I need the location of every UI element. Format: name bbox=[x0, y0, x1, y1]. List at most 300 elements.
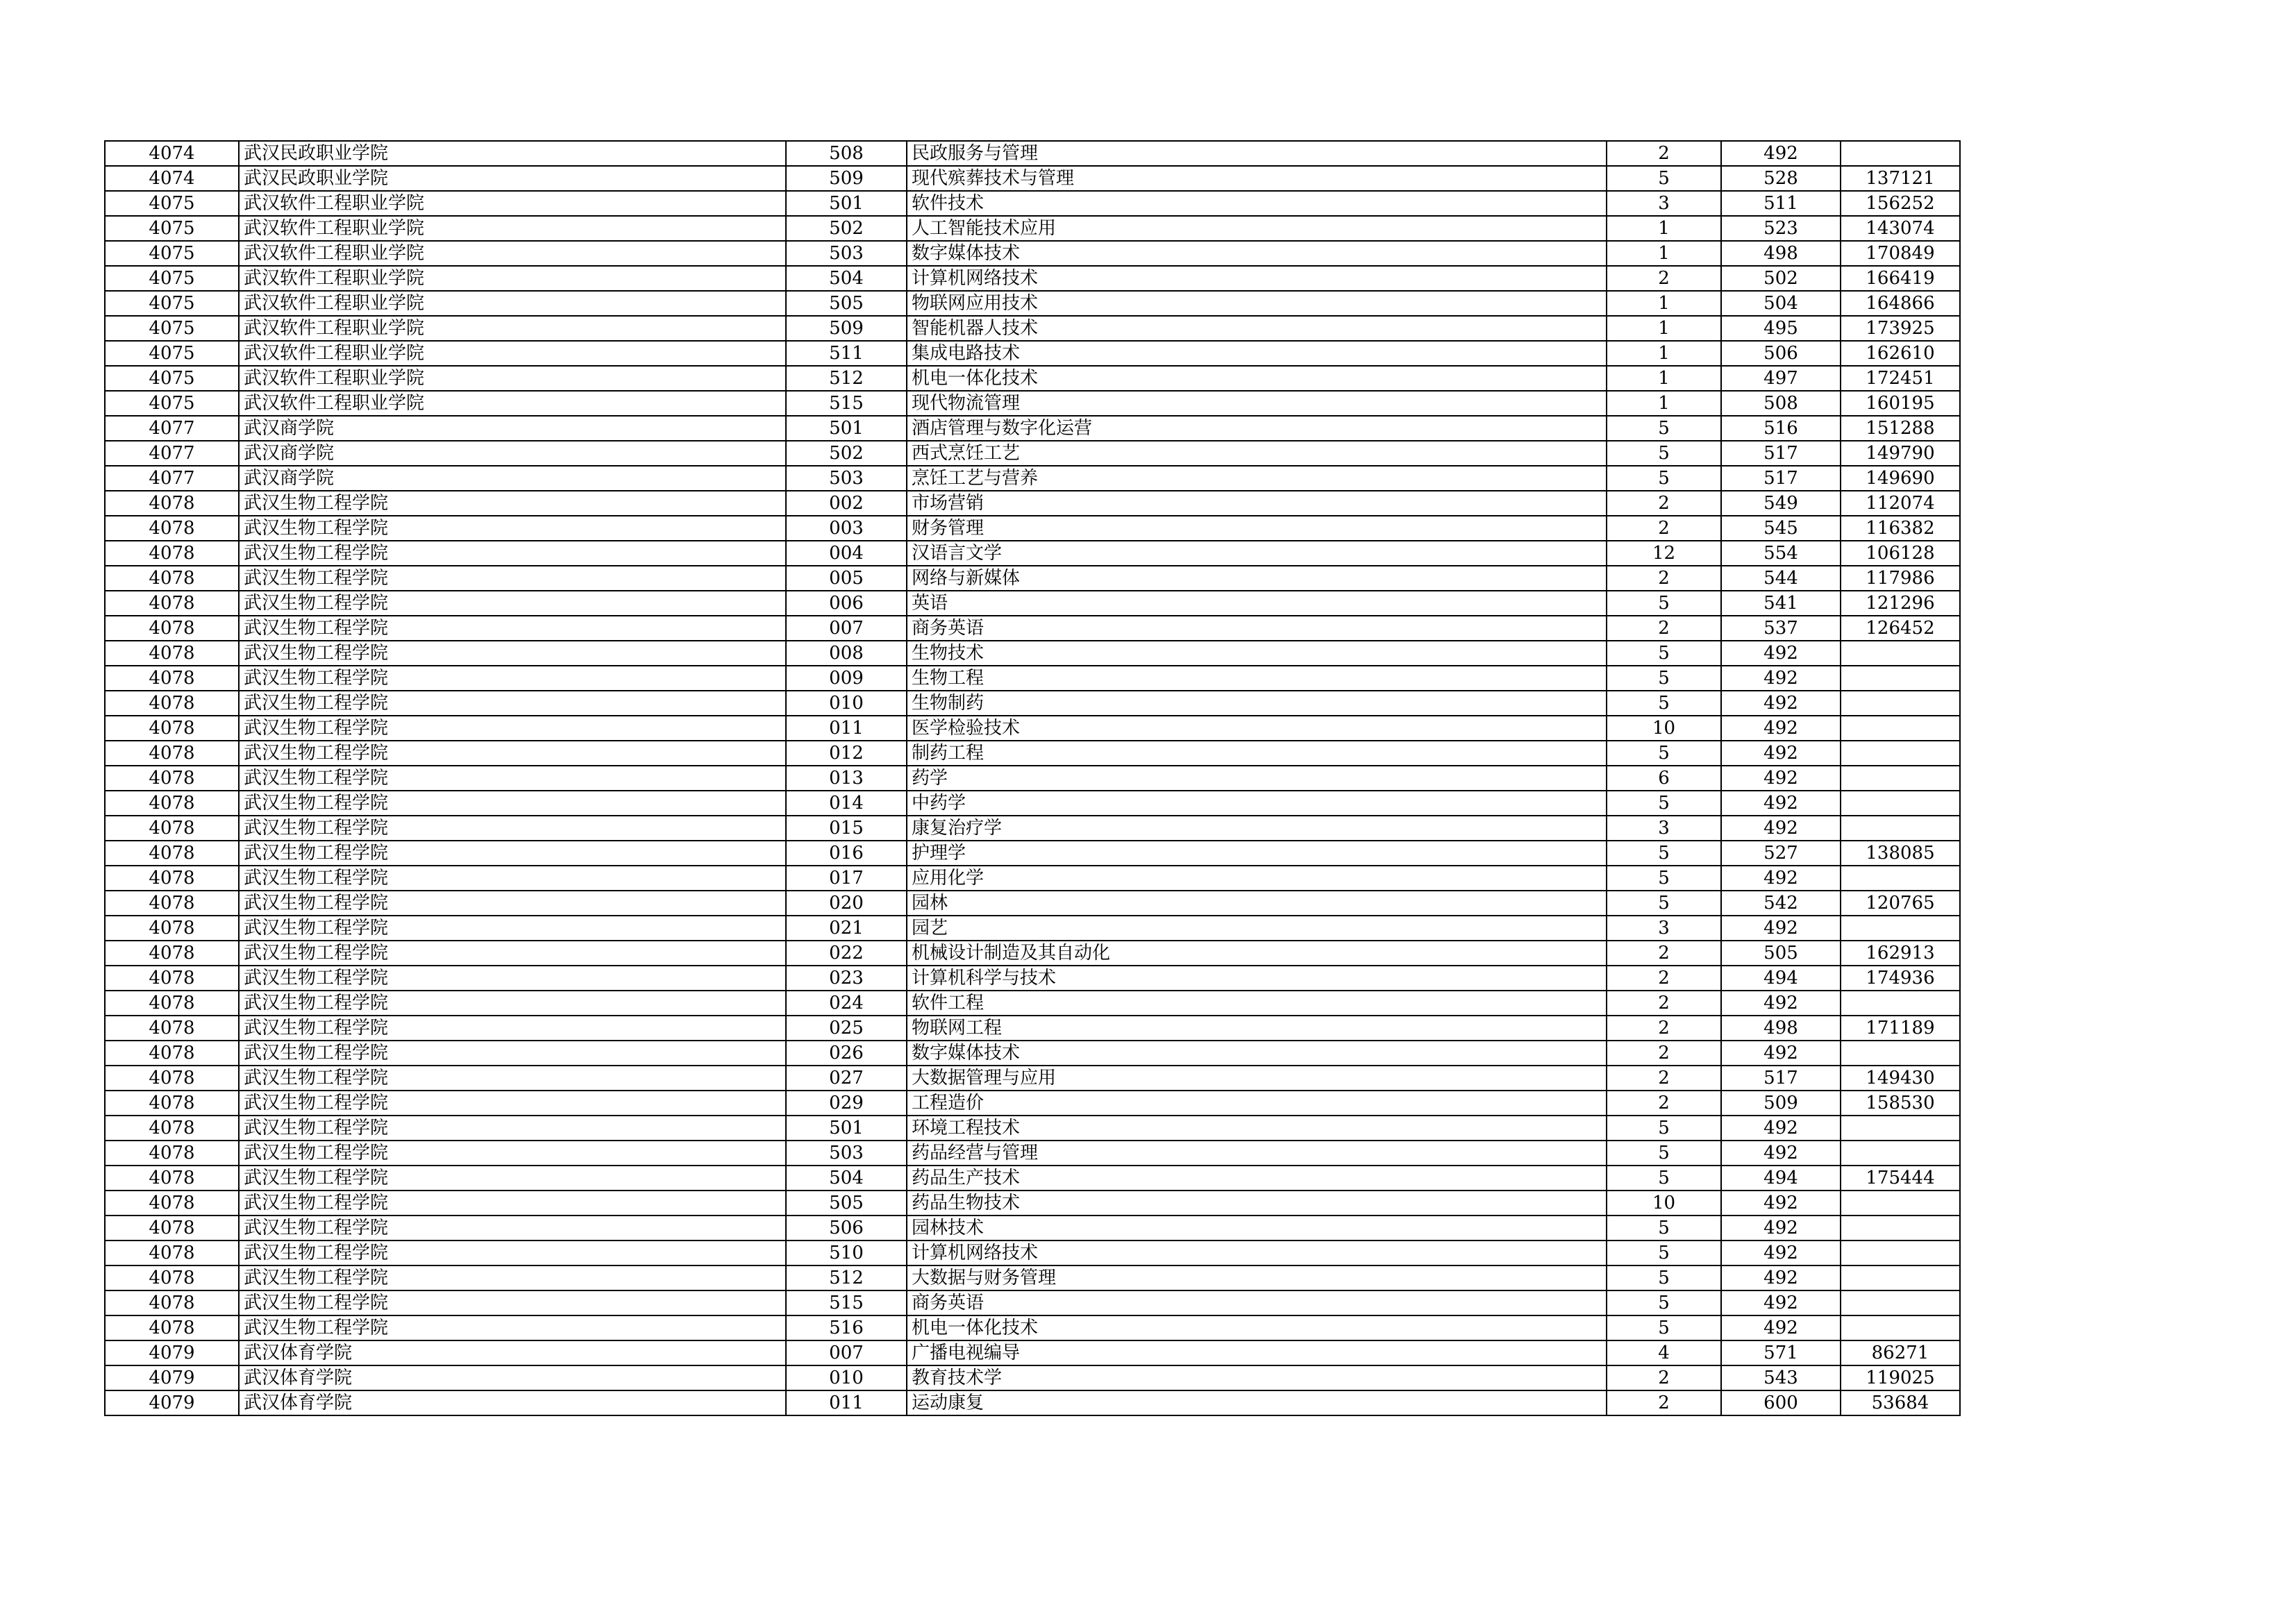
min-score-cell: 492 bbox=[1721, 641, 1841, 666]
table-row bbox=[105, 791, 1960, 816]
rank-cell bbox=[1841, 791, 1960, 816]
min-score-cell: 517 bbox=[1721, 466, 1841, 491]
major-code-cell: 512 bbox=[786, 1265, 907, 1290]
school-code-cell: 4078 bbox=[105, 991, 239, 1016]
major-code-cell: 516 bbox=[786, 1315, 907, 1340]
school-name-cell: 武汉商学院 bbox=[239, 416, 786, 441]
table-row bbox=[105, 1041, 1960, 1066]
rank-cell bbox=[1841, 991, 1960, 1016]
major-code-cell: 006 bbox=[786, 591, 907, 616]
min-score-cell: 600 bbox=[1721, 1390, 1841, 1415]
major-code-cell: 501 bbox=[786, 1116, 907, 1141]
plan-count-cell: 5 bbox=[1607, 1141, 1721, 1166]
rank-cell: 149790 bbox=[1841, 441, 1960, 466]
table-row bbox=[105, 716, 1960, 741]
rank-cell: 112074 bbox=[1841, 491, 1960, 516]
min-score-cell: 543 bbox=[1721, 1365, 1841, 1390]
school-code-cell: 4079 bbox=[105, 1340, 239, 1365]
school-code-cell: 4078 bbox=[105, 1016, 239, 1041]
table-row bbox=[105, 541, 1960, 566]
major-name-cell: 园林技术 bbox=[907, 1216, 1607, 1241]
rank-cell: 119025 bbox=[1841, 1365, 1960, 1390]
plan-count-cell: 3 bbox=[1607, 916, 1721, 941]
table-row bbox=[105, 1091, 1960, 1116]
major-code-cell: 003 bbox=[786, 516, 907, 541]
min-score-cell: 492 bbox=[1721, 1315, 1841, 1340]
major-code-cell: 014 bbox=[786, 791, 907, 816]
major-name-cell: 人工智能技术应用 bbox=[907, 216, 1607, 241]
school-code-cell: 4074 bbox=[105, 166, 239, 191]
plan-count-cell: 2 bbox=[1607, 991, 1721, 1016]
school-code-cell: 4077 bbox=[105, 466, 239, 491]
school-code-cell: 4078 bbox=[105, 1290, 239, 1315]
school-code-cell: 4078 bbox=[105, 966, 239, 991]
min-score-cell: 492 bbox=[1721, 791, 1841, 816]
school-code-cell: 4078 bbox=[105, 1116, 239, 1141]
min-score-cell: 537 bbox=[1721, 616, 1841, 641]
major-code-cell: 021 bbox=[786, 916, 907, 941]
table-row bbox=[105, 266, 1960, 291]
major-name-cell: 现代殡葬技术与管理 bbox=[907, 166, 1607, 191]
major-name-cell: 软件技术 bbox=[907, 191, 1607, 216]
table-row bbox=[105, 1241, 1960, 1265]
plan-count-cell: 5 bbox=[1607, 1241, 1721, 1265]
plan-count-cell: 5 bbox=[1607, 866, 1721, 891]
plan-count-cell: 2 bbox=[1607, 516, 1721, 541]
major-name-cell: 教育技术学 bbox=[907, 1365, 1607, 1390]
rank-cell: 158530 bbox=[1841, 1091, 1960, 1116]
plan-count-cell: 5 bbox=[1607, 1290, 1721, 1315]
school-code-cell: 4074 bbox=[105, 141, 239, 166]
table-row bbox=[105, 566, 1960, 591]
rank-cell bbox=[1841, 1116, 1960, 1141]
school-name-cell: 武汉生物工程学院 bbox=[239, 491, 786, 516]
rank-cell: 120765 bbox=[1841, 891, 1960, 916]
min-score-cell: 492 bbox=[1721, 1265, 1841, 1290]
major-code-cell: 505 bbox=[786, 291, 907, 316]
school-code-cell: 4075 bbox=[105, 216, 239, 241]
major-name-cell: 机电一体化技术 bbox=[907, 366, 1607, 391]
rank-cell: 121296 bbox=[1841, 591, 1960, 616]
min-score-cell: 502 bbox=[1721, 266, 1841, 291]
school-code-cell: 4078 bbox=[105, 1241, 239, 1265]
school-name-cell: 武汉生物工程学院 bbox=[239, 591, 786, 616]
major-code-cell: 502 bbox=[786, 441, 907, 466]
table-row bbox=[105, 1290, 1960, 1315]
table-row bbox=[105, 341, 1960, 366]
school-code-cell: 4078 bbox=[105, 1066, 239, 1091]
school-name-cell: 武汉生物工程学院 bbox=[239, 991, 786, 1016]
school-name-cell: 武汉生物工程学院 bbox=[239, 1141, 786, 1166]
major-name-cell: 计算机网络技术 bbox=[907, 266, 1607, 291]
major-name-cell: 机电一体化技术 bbox=[907, 1315, 1607, 1340]
major-code-cell: 029 bbox=[786, 1091, 907, 1116]
school-code-cell: 4079 bbox=[105, 1390, 239, 1415]
rank-cell: 173925 bbox=[1841, 316, 1960, 341]
major-code-cell: 017 bbox=[786, 866, 907, 891]
major-code-cell: 515 bbox=[786, 391, 907, 416]
major-name-cell: 应用化学 bbox=[907, 866, 1607, 891]
school-name-cell: 武汉体育学院 bbox=[239, 1365, 786, 1390]
rank-cell: 53684 bbox=[1841, 1390, 1960, 1415]
table-row bbox=[105, 691, 1960, 716]
major-name-cell: 药品生产技术 bbox=[907, 1166, 1607, 1191]
major-name-cell: 商务英语 bbox=[907, 1290, 1607, 1315]
table-body bbox=[105, 141, 1960, 1415]
min-score-cell: 497 bbox=[1721, 366, 1841, 391]
plan-count-cell: 5 bbox=[1607, 166, 1721, 191]
major-code-cell: 515 bbox=[786, 1290, 907, 1315]
school-code-cell: 4078 bbox=[105, 891, 239, 916]
plan-count-cell: 2 bbox=[1607, 941, 1721, 966]
min-score-cell: 492 bbox=[1721, 141, 1841, 166]
major-code-cell: 010 bbox=[786, 691, 907, 716]
major-name-cell: 制药工程 bbox=[907, 741, 1607, 766]
table-row bbox=[105, 616, 1960, 641]
table-row bbox=[105, 816, 1960, 841]
min-score-cell: 541 bbox=[1721, 591, 1841, 616]
rank-cell bbox=[1841, 691, 1960, 716]
school-code-cell: 4078 bbox=[105, 616, 239, 641]
major-name-cell: 运动康复 bbox=[907, 1390, 1607, 1415]
school-name-cell: 武汉生物工程学院 bbox=[239, 741, 786, 766]
school-name-cell: 武汉软件工程职业学院 bbox=[239, 241, 786, 266]
plan-count-cell: 5 bbox=[1607, 441, 1721, 466]
school-name-cell: 武汉软件工程职业学院 bbox=[239, 191, 786, 216]
major-code-cell: 002 bbox=[786, 491, 907, 516]
rank-cell bbox=[1841, 641, 1960, 666]
plan-count-cell: 10 bbox=[1607, 716, 1721, 741]
min-score-cell: 505 bbox=[1721, 941, 1841, 966]
school-code-cell: 4075 bbox=[105, 291, 239, 316]
rank-cell: 175444 bbox=[1841, 1166, 1960, 1191]
min-score-cell: 492 bbox=[1721, 1290, 1841, 1315]
major-name-cell: 大数据管理与应用 bbox=[907, 1066, 1607, 1091]
school-code-cell: 4078 bbox=[105, 1265, 239, 1290]
major-code-cell: 016 bbox=[786, 841, 907, 866]
table-row bbox=[105, 366, 1960, 391]
school-name-cell: 武汉生物工程学院 bbox=[239, 616, 786, 641]
school-name-cell: 武汉软件工程职业学院 bbox=[239, 291, 786, 316]
major-code-cell: 501 bbox=[786, 416, 907, 441]
school-code-cell: 4078 bbox=[105, 691, 239, 716]
major-name-cell: 中药学 bbox=[907, 791, 1607, 816]
school-code-cell: 4078 bbox=[105, 1166, 239, 1191]
table-row bbox=[105, 141, 1960, 166]
major-code-cell: 501 bbox=[786, 191, 907, 216]
school-name-cell: 武汉生物工程学院 bbox=[239, 816, 786, 841]
school-name-cell: 武汉生物工程学院 bbox=[239, 766, 786, 791]
rank-cell: 174936 bbox=[1841, 966, 1960, 991]
admission-table bbox=[104, 140, 1961, 1416]
plan-count-cell: 2 bbox=[1607, 966, 1721, 991]
school-name-cell: 武汉生物工程学院 bbox=[239, 1265, 786, 1290]
min-score-cell: 544 bbox=[1721, 566, 1841, 591]
min-score-cell: 492 bbox=[1721, 766, 1841, 791]
rank-cell: 172451 bbox=[1841, 366, 1960, 391]
rank-cell bbox=[1841, 1265, 1960, 1290]
school-name-cell: 武汉软件工程职业学院 bbox=[239, 341, 786, 366]
table-row bbox=[105, 666, 1960, 691]
school-name-cell: 武汉软件工程职业学院 bbox=[239, 366, 786, 391]
major-code-cell: 009 bbox=[786, 666, 907, 691]
school-code-cell: 4079 bbox=[105, 1365, 239, 1390]
min-score-cell: 554 bbox=[1721, 541, 1841, 566]
major-name-cell: 西式烹饪工艺 bbox=[907, 441, 1607, 466]
plan-count-cell: 3 bbox=[1607, 816, 1721, 841]
rank-cell: 156252 bbox=[1841, 191, 1960, 216]
major-name-cell: 生物工程 bbox=[907, 666, 1607, 691]
table-row bbox=[105, 491, 1960, 516]
plan-count-cell: 5 bbox=[1607, 466, 1721, 491]
major-code-cell: 509 bbox=[786, 166, 907, 191]
plan-count-cell: 5 bbox=[1607, 1216, 1721, 1241]
major-name-cell: 酒店管理与数字化运营 bbox=[907, 416, 1607, 441]
min-score-cell: 494 bbox=[1721, 1166, 1841, 1191]
rank-cell bbox=[1841, 916, 1960, 941]
major-name-cell: 民政服务与管理 bbox=[907, 141, 1607, 166]
school-name-cell: 武汉生物工程学院 bbox=[239, 1041, 786, 1066]
major-code-cell: 012 bbox=[786, 741, 907, 766]
school-name-cell: 武汉生物工程学院 bbox=[239, 841, 786, 866]
major-name-cell: 数字媒体技术 bbox=[907, 1041, 1607, 1066]
school-name-cell: 武汉生物工程学院 bbox=[239, 641, 786, 666]
plan-count-cell: 2 bbox=[1607, 1041, 1721, 1066]
school-name-cell: 武汉生物工程学院 bbox=[239, 1290, 786, 1315]
school-name-cell: 武汉软件工程职业学院 bbox=[239, 266, 786, 291]
major-name-cell: 康复治疗学 bbox=[907, 816, 1607, 841]
table-row bbox=[105, 966, 1960, 991]
min-score-cell: 492 bbox=[1721, 691, 1841, 716]
school-code-cell: 4078 bbox=[105, 541, 239, 566]
table-row bbox=[105, 641, 1960, 666]
major-name-cell: 数字媒体技术 bbox=[907, 241, 1607, 266]
table-row bbox=[105, 1066, 1960, 1091]
school-name-cell: 武汉生物工程学院 bbox=[239, 541, 786, 566]
min-score-cell: 549 bbox=[1721, 491, 1841, 516]
rank-cell: 149690 bbox=[1841, 466, 1960, 491]
major-name-cell: 药品经营与管理 bbox=[907, 1141, 1607, 1166]
school-code-cell: 4078 bbox=[105, 741, 239, 766]
school-name-cell: 武汉生物工程学院 bbox=[239, 1241, 786, 1265]
plan-count-cell: 2 bbox=[1607, 266, 1721, 291]
table-row bbox=[105, 291, 1960, 316]
plan-count-cell: 5 bbox=[1607, 666, 1721, 691]
school-name-cell: 武汉软件工程职业学院 bbox=[239, 391, 786, 416]
school-name-cell: 武汉软件工程职业学院 bbox=[239, 316, 786, 341]
rank-cell bbox=[1841, 1315, 1960, 1340]
min-score-cell: 517 bbox=[1721, 441, 1841, 466]
table-row bbox=[105, 866, 1960, 891]
plan-count-cell: 5 bbox=[1607, 741, 1721, 766]
table-row bbox=[105, 741, 1960, 766]
major-code-cell: 505 bbox=[786, 1191, 907, 1216]
school-code-cell: 4078 bbox=[105, 1041, 239, 1066]
school-name-cell: 武汉生物工程学院 bbox=[239, 916, 786, 941]
table-row bbox=[105, 166, 1960, 191]
major-code-cell: 005 bbox=[786, 566, 907, 591]
major-name-cell: 园林 bbox=[907, 891, 1607, 916]
school-code-cell: 4078 bbox=[105, 716, 239, 741]
plan-count-cell: 2 bbox=[1607, 566, 1721, 591]
rank-cell: 160195 bbox=[1841, 391, 1960, 416]
table-row bbox=[105, 1390, 1960, 1415]
table-row bbox=[105, 1265, 1960, 1290]
school-code-cell: 4075 bbox=[105, 241, 239, 266]
table-row bbox=[105, 391, 1960, 416]
min-score-cell: 527 bbox=[1721, 841, 1841, 866]
plan-count-cell: 5 bbox=[1607, 1265, 1721, 1290]
table-row bbox=[105, 466, 1960, 491]
rank-cell bbox=[1841, 741, 1960, 766]
school-name-cell: 武汉生物工程学院 bbox=[239, 1066, 786, 1091]
table-row bbox=[105, 241, 1960, 266]
table-row bbox=[105, 891, 1960, 916]
rank-cell bbox=[1841, 666, 1960, 691]
school-code-cell: 4078 bbox=[105, 816, 239, 841]
major-name-cell: 财务管理 bbox=[907, 516, 1607, 541]
min-score-cell: 492 bbox=[1721, 1116, 1841, 1141]
school-code-cell: 4075 bbox=[105, 341, 239, 366]
min-score-cell: 492 bbox=[1721, 1141, 1841, 1166]
school-code-cell: 4078 bbox=[105, 566, 239, 591]
min-score-cell: 504 bbox=[1721, 291, 1841, 316]
plan-count-cell: 5 bbox=[1607, 1315, 1721, 1340]
table-row bbox=[105, 591, 1960, 616]
plan-count-cell: 1 bbox=[1607, 291, 1721, 316]
min-score-cell: 511 bbox=[1721, 191, 1841, 216]
min-score-cell: 509 bbox=[1721, 1091, 1841, 1116]
plan-count-cell: 1 bbox=[1607, 341, 1721, 366]
rank-cell: 166419 bbox=[1841, 266, 1960, 291]
major-name-cell: 药学 bbox=[907, 766, 1607, 791]
rank-cell bbox=[1841, 866, 1960, 891]
min-score-cell: 545 bbox=[1721, 516, 1841, 541]
min-score-cell: 508 bbox=[1721, 391, 1841, 416]
school-name-cell: 武汉生物工程学院 bbox=[239, 1216, 786, 1241]
plan-count-cell: 5 bbox=[1607, 691, 1721, 716]
rank-cell bbox=[1841, 141, 1960, 166]
plan-count-cell: 12 bbox=[1607, 541, 1721, 566]
school-code-cell: 4075 bbox=[105, 391, 239, 416]
school-name-cell: 武汉民政职业学院 bbox=[239, 141, 786, 166]
school-name-cell: 武汉生物工程学院 bbox=[239, 1315, 786, 1340]
table-row bbox=[105, 1141, 1960, 1166]
plan-count-cell: 1 bbox=[1607, 216, 1721, 241]
table-row bbox=[105, 216, 1960, 241]
table-row bbox=[105, 1365, 1960, 1390]
min-score-cell: 492 bbox=[1721, 1191, 1841, 1216]
table-row bbox=[105, 516, 1960, 541]
school-name-cell: 武汉商学院 bbox=[239, 466, 786, 491]
school-code-cell: 4075 bbox=[105, 191, 239, 216]
rank-cell bbox=[1841, 766, 1960, 791]
min-score-cell: 492 bbox=[1721, 666, 1841, 691]
major-code-cell: 512 bbox=[786, 366, 907, 391]
plan-count-cell: 10 bbox=[1607, 1191, 1721, 1216]
plan-count-cell: 1 bbox=[1607, 366, 1721, 391]
major-name-cell: 生物制药 bbox=[907, 691, 1607, 716]
major-name-cell: 医学检验技术 bbox=[907, 716, 1607, 741]
major-code-cell: 504 bbox=[786, 1166, 907, 1191]
major-name-cell: 药品生物技术 bbox=[907, 1191, 1607, 1216]
school-code-cell: 4078 bbox=[105, 866, 239, 891]
min-score-cell: 506 bbox=[1721, 341, 1841, 366]
rank-cell bbox=[1841, 1241, 1960, 1265]
school-name-cell: 武汉生物工程学院 bbox=[239, 1191, 786, 1216]
major-code-cell: 008 bbox=[786, 641, 907, 666]
rank-cell: 106128 bbox=[1841, 541, 1960, 566]
rank-cell: 170849 bbox=[1841, 241, 1960, 266]
plan-count-cell: 5 bbox=[1607, 1166, 1721, 1191]
school-code-cell: 4078 bbox=[105, 666, 239, 691]
plan-count-cell: 4 bbox=[1607, 1340, 1721, 1365]
major-code-cell: 020 bbox=[786, 891, 907, 916]
school-name-cell: 武汉生物工程学院 bbox=[239, 1016, 786, 1041]
rank-cell: 151288 bbox=[1841, 416, 1960, 441]
major-name-cell: 商务英语 bbox=[907, 616, 1607, 641]
min-score-cell: 492 bbox=[1721, 816, 1841, 841]
min-score-cell: 494 bbox=[1721, 966, 1841, 991]
rank-cell bbox=[1841, 1191, 1960, 1216]
min-score-cell: 492 bbox=[1721, 1241, 1841, 1265]
min-score-cell: 571 bbox=[1721, 1340, 1841, 1365]
min-score-cell: 492 bbox=[1721, 1041, 1841, 1066]
major-name-cell: 网络与新媒体 bbox=[907, 566, 1607, 591]
major-name-cell: 园艺 bbox=[907, 916, 1607, 941]
major-code-cell: 024 bbox=[786, 991, 907, 1016]
major-code-cell: 504 bbox=[786, 266, 907, 291]
major-code-cell: 503 bbox=[786, 466, 907, 491]
rank-cell bbox=[1841, 816, 1960, 841]
plan-count-cell: 5 bbox=[1607, 416, 1721, 441]
major-name-cell: 生物技术 bbox=[907, 641, 1607, 666]
rank-cell: 138085 bbox=[1841, 841, 1960, 866]
rank-cell: 126452 bbox=[1841, 616, 1960, 641]
rank-cell bbox=[1841, 1041, 1960, 1066]
major-name-cell: 机械设计制造及其自动化 bbox=[907, 941, 1607, 966]
plan-count-cell: 2 bbox=[1607, 141, 1721, 166]
major-code-cell: 506 bbox=[786, 1216, 907, 1241]
major-code-cell: 022 bbox=[786, 941, 907, 966]
school-code-cell: 4078 bbox=[105, 791, 239, 816]
school-name-cell: 武汉生物工程学院 bbox=[239, 1116, 786, 1141]
table-row bbox=[105, 1340, 1960, 1365]
major-name-cell: 计算机网络技术 bbox=[907, 1241, 1607, 1265]
school-name-cell: 武汉体育学院 bbox=[239, 1390, 786, 1415]
major-name-cell: 汉语言文学 bbox=[907, 541, 1607, 566]
school-code-cell: 4078 bbox=[105, 841, 239, 866]
major-code-cell: 502 bbox=[786, 216, 907, 241]
school-name-cell: 武汉生物工程学院 bbox=[239, 891, 786, 916]
min-score-cell: 495 bbox=[1721, 316, 1841, 341]
school-name-cell: 武汉体育学院 bbox=[239, 1340, 786, 1365]
school-name-cell: 武汉生物工程学院 bbox=[239, 566, 786, 591]
plan-count-cell: 2 bbox=[1607, 1091, 1721, 1116]
plan-count-cell: 5 bbox=[1607, 641, 1721, 666]
table-row bbox=[105, 191, 1960, 216]
major-code-cell: 004 bbox=[786, 541, 907, 566]
rank-cell: 116382 bbox=[1841, 516, 1960, 541]
table-row bbox=[105, 1315, 1960, 1340]
plan-count-cell: 6 bbox=[1607, 766, 1721, 791]
min-score-cell: 492 bbox=[1721, 916, 1841, 941]
plan-count-cell: 5 bbox=[1607, 591, 1721, 616]
rank-cell bbox=[1841, 1290, 1960, 1315]
major-code-cell: 503 bbox=[786, 241, 907, 266]
school-name-cell: 武汉生物工程学院 bbox=[239, 866, 786, 891]
school-code-cell: 4078 bbox=[105, 516, 239, 541]
